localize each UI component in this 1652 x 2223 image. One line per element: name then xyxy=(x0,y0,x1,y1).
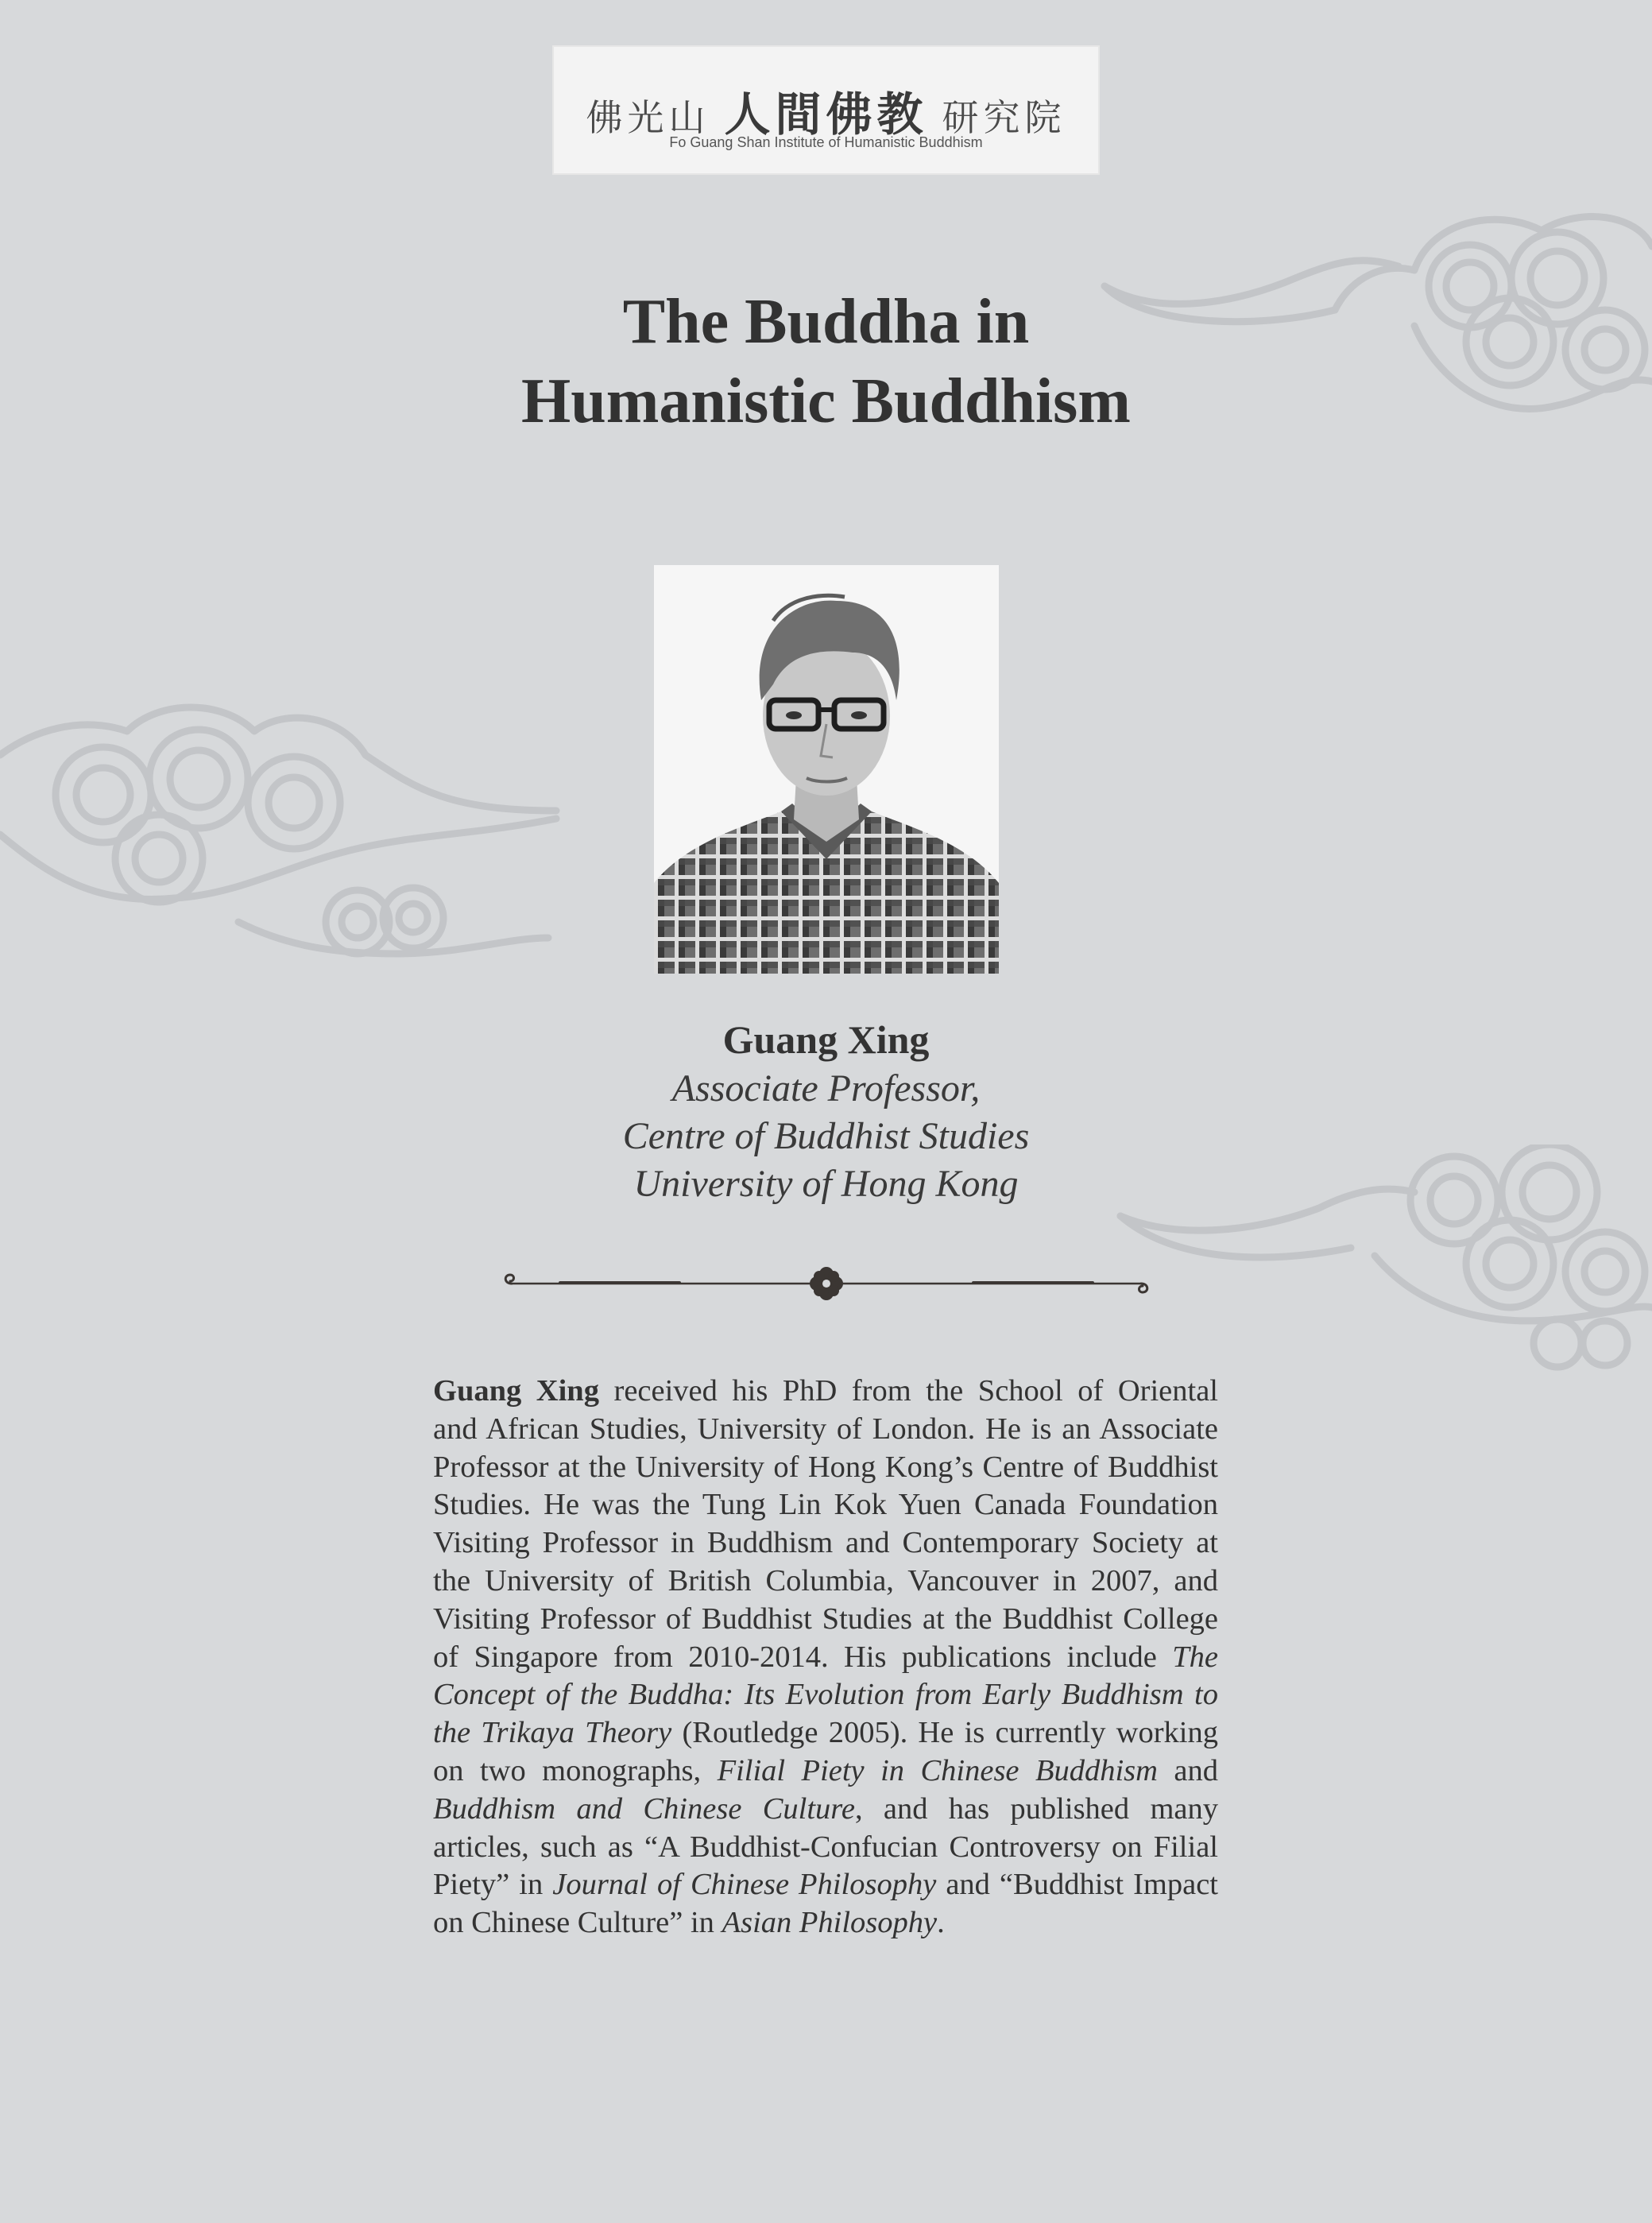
author-affiliation xyxy=(0,1065,1652,1208)
author-name: Guang Xing xyxy=(722,1017,930,1062)
bio-line: the Trikaya Theory (Routledge 2005). He is currently working xyxy=(433,1716,1218,1750)
bio-line: of Singapore from 2010-2014. His publications include The xyxy=(433,1640,1218,1674)
ornamental-divider xyxy=(501,1264,1152,1303)
bio-line: Guang Xing received his PhD from the School of Oriental xyxy=(433,1374,1218,1408)
bio-line: Concept of the Buddha: Its Evolution from Early Buddhism to xyxy=(433,1678,1218,1712)
bio-line: on Chinese Culture” in Asian Philosophy. xyxy=(433,1906,945,1940)
bio-line: Visiting Professor of Buddhist Studies at the Buddhist College xyxy=(433,1601,1218,1636)
institute-logo xyxy=(552,45,1100,175)
bio-line: on two monographs, Filial Piety in Chinese Buddhism and xyxy=(433,1753,1219,1787)
bio-line: Studies. He was the Tung Lin Kok Yuen Canada Foundation xyxy=(433,1488,1218,1522)
bio-line: Visiting Professor in Buddhism and Contemporary Society at xyxy=(433,1526,1218,1560)
title-line-2: Humanistic Buddhism xyxy=(521,366,1131,436)
bio-line: Piety” in Journal of Chinese Philosophy and “Buddhist Impact xyxy=(433,1868,1218,1902)
author-biography xyxy=(433,1373,1218,1942)
author-role-line-2: Centre of Buddhist Studies xyxy=(622,1115,1030,1157)
flower-ornament-icon xyxy=(810,1267,843,1300)
author-portrait xyxy=(654,565,999,974)
bio-line: Professor at the University of Hong Kong’s Centre of Buddhist xyxy=(433,1450,1218,1484)
author-role-line-1: Associate Professor, xyxy=(671,1067,981,1110)
cloud-ornament-middle-left xyxy=(0,699,580,978)
bio-line: Buddhism and Chinese Culture, and has published many xyxy=(433,1791,1218,1826)
bio-line: articles, such as “A Buddhist-Confucian Controversy on Filial xyxy=(433,1830,1218,1864)
page-title xyxy=(0,282,1652,441)
logo-chinese-text: 佛光山 人間佛教 研究院 xyxy=(586,87,1066,141)
bio-line: the University of British Columbia, Vancouver in 2007, and xyxy=(433,1563,1218,1598)
bio-line: and African Studies, University of London. He is an Associate xyxy=(433,1412,1218,1446)
logo-english-text: Fo Guang Shan Institute of Humanistic Buddhism xyxy=(669,134,983,150)
author-role-line-3: University of Hong Kong xyxy=(633,1163,1019,1205)
title-line-1: The Buddha in xyxy=(622,287,1030,357)
